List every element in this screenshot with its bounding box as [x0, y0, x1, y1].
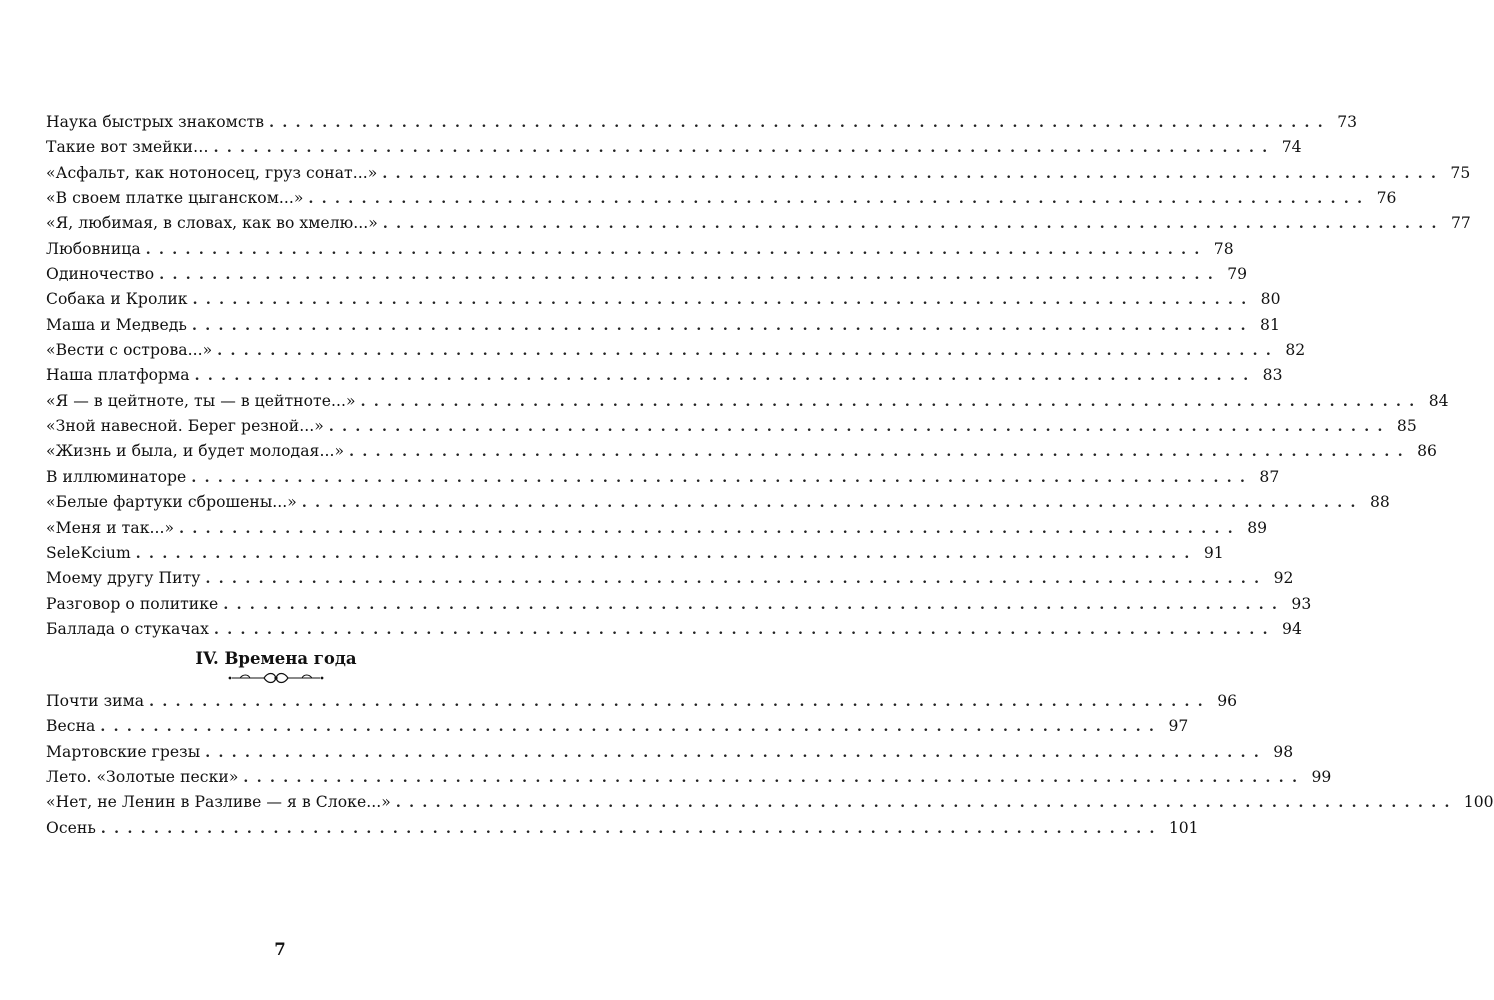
- toc-entry: [46, 490, 1390, 515]
- toc-entry: [46, 414, 1417, 439]
- toc-entry-title: Осень: [46, 818, 96, 837]
- toc-entry: [46, 465, 1280, 490]
- toc-entry-title: «Нет, не Ленин в Разливе — я в Слоке...»: [46, 793, 391, 812]
- page-number: 7: [274, 940, 286, 959]
- ornament-divider-icon: [226, 670, 326, 686]
- toc-entry-title: Моему другу Питу: [46, 569, 201, 588]
- section-heading: IV. Времена года: [195, 649, 357, 668]
- toc-entry-page: 89: [1247, 518, 1268, 537]
- toc-entry: [46, 186, 1397, 211]
- toc-entry-page: 77: [1450, 214, 1471, 233]
- toc-entry: [46, 110, 1358, 135]
- toc-entry-title: «Вести с острова...»: [46, 341, 213, 360]
- toc-entry-page: 87: [1259, 467, 1280, 486]
- toc-entry: [46, 338, 1306, 363]
- toc-entry-page: 78: [1213, 239, 1234, 258]
- toc-entry: [46, 592, 1312, 617]
- dot-leader: ................................................................................: [349, 444, 1411, 461]
- toc-entry-title: Собака и Кролик: [46, 290, 188, 309]
- toc-entry-title: Любовница: [46, 239, 141, 258]
- toc-entry: [46, 516, 1268, 541]
- toc-entry: [46, 363, 1283, 388]
- toc-entry-page: 101: [1168, 818, 1199, 837]
- dot-leader: ................................................................................: [217, 343, 1280, 360]
- dot-leader: ................................................................................: [191, 317, 1254, 334]
- dot-leader: ................................................................................: [159, 267, 1222, 284]
- dot-leader: ................................................................................: [269, 115, 1332, 131]
- dot-leader: ................................................................................: [243, 770, 1306, 787]
- toc-entry: [46, 211, 1471, 236]
- toc-entry-page: 91: [1203, 543, 1224, 562]
- toc-entry: [46, 541, 1224, 566]
- dot-leader: ................................................................................: [308, 191, 1371, 208]
- toc-entry-title: «Асфальт, как нотоносец, груз сонат...»: [46, 163, 378, 182]
- toc-list-part-a: [46, 110, 1471, 642]
- toc-entry-title: Весна: [46, 717, 96, 736]
- toc-list-part-b: [46, 689, 1494, 841]
- toc-entry: [46, 765, 1332, 790]
- toc-entry-title: Наша платформа: [46, 366, 190, 385]
- toc-entry-title: «Я, любимая, в словах, как во хмелю...»: [46, 214, 378, 233]
- toc-entry-page: 94: [1282, 619, 1302, 638]
- dot-leader: ................................................................................: [145, 241, 1208, 258]
- dot-leader: ................................................................................: [192, 292, 1255, 309]
- toc-entry-page: 100: [1463, 793, 1494, 812]
- toc-entry-title: «Белые фартуки сброшены...»: [46, 493, 297, 512]
- dot-leader: ................................................................................: [382, 165, 1445, 182]
- toc-entry-title: Такие вот змейки…: [46, 138, 209, 157]
- dot-leader: ................................................................................: [382, 216, 1445, 233]
- toc-entry: [46, 566, 1294, 591]
- dot-leader: ................................................................................: [328, 419, 1391, 436]
- toc-entry-page: 98: [1273, 742, 1294, 761]
- dot-leader: ................................................................................: [395, 795, 1458, 812]
- toc-entry-title: «Я — в цейтноте, ты — в цейтноте...»: [46, 391, 356, 410]
- toc-entry: [46, 135, 1302, 160]
- toc-entry: [46, 262, 1248, 287]
- toc-entry-page: 76: [1376, 189, 1397, 208]
- dot-leader: ................................................................................: [100, 820, 1163, 837]
- toc-entry-page: 92: [1273, 569, 1294, 588]
- dot-leader: ................................................................................: [179, 520, 1242, 537]
- toc-entry-page: 73: [1337, 113, 1358, 131]
- toc-entry-title: «Жизнь и была, и будет молодая...»: [46, 442, 345, 461]
- toc-entry-title: Лето. «Золотые пески»: [46, 768, 239, 787]
- dot-leader: ................................................................................: [135, 545, 1198, 562]
- toc-entry-page: 82: [1285, 341, 1306, 360]
- toc-entry-title: Разговор о политике: [46, 594, 219, 613]
- toc-entry: [46, 714, 1189, 739]
- toc-entry-page: 81: [1260, 315, 1280, 334]
- toc-entry: [46, 740, 1294, 765]
- toc-entry: [46, 790, 1494, 815]
- toc-entry: [46, 389, 1449, 414]
- toc-entry-title: «Зной навесной. Берег резной...»: [46, 417, 324, 436]
- dot-leader: ................................................................................: [194, 368, 1257, 385]
- toc-entry: [46, 237, 1234, 262]
- toc-entry-title: SeleKcium: [46, 543, 131, 562]
- toc-entry-page: 74: [1281, 138, 1302, 157]
- toc-entry-page: 86: [1417, 442, 1437, 461]
- toc-entry: [46, 313, 1280, 338]
- dot-leader: ................................................................................: [205, 571, 1268, 588]
- toc-entry: [46, 617, 1302, 642]
- dot-leader: ................................................................................: [205, 744, 1268, 761]
- toc-entry-page: 99: [1311, 768, 1332, 787]
- toc-entry-page: 83: [1262, 366, 1283, 385]
- toc-entry-title: «Меня и так...»: [46, 518, 175, 537]
- dot-leader: ................................................................................: [360, 393, 1423, 410]
- toc-entry-title: Маша и Медведь: [46, 315, 187, 334]
- dot-leader: ................................................................................: [223, 596, 1286, 613]
- toc-entry-title: «В своем платке цыганском...»: [46, 189, 304, 208]
- toc-entry-title: В иллюминаторе: [46, 467, 187, 486]
- toc-entry: [46, 816, 1199, 841]
- toc-entry-page: 79: [1227, 265, 1248, 284]
- dot-leader: ................................................................................: [301, 495, 1364, 512]
- toc-entry-title: Наука быстрых знакомств: [46, 113, 265, 131]
- toc-entry-page: 88: [1369, 493, 1390, 512]
- toc-entry-title: Баллада о стукачах: [46, 619, 209, 638]
- dot-leader: ................................................................................: [191, 469, 1254, 486]
- toc-entry-page: 85: [1396, 417, 1417, 436]
- dot-leader: ................................................................................: [213, 140, 1276, 157]
- dot-leader: ................................................................................: [213, 621, 1276, 638]
- toc-entry-page: 84: [1428, 391, 1449, 410]
- toc-entry: [46, 161, 1471, 186]
- toc-entry: [46, 287, 1281, 312]
- toc-entry-page: 80: [1260, 290, 1281, 309]
- toc-entry-title: Одиночество: [46, 265, 155, 284]
- toc-entry-title: Мартовские грезы: [46, 742, 201, 761]
- toc-entry: [46, 689, 1238, 714]
- toc-entry-page: 96: [1217, 692, 1238, 710]
- toc-entry-page: 93: [1291, 594, 1312, 613]
- dot-leader: ................................................................................: [100, 719, 1163, 736]
- toc-entry-title: Почти зима: [46, 692, 145, 710]
- dot-leader: ................................................................................: [149, 694, 1212, 710]
- toc-entry: [46, 439, 1437, 464]
- toc-entry-page: 75: [1450, 163, 1471, 182]
- toc-entry-page: 97: [1168, 717, 1189, 736]
